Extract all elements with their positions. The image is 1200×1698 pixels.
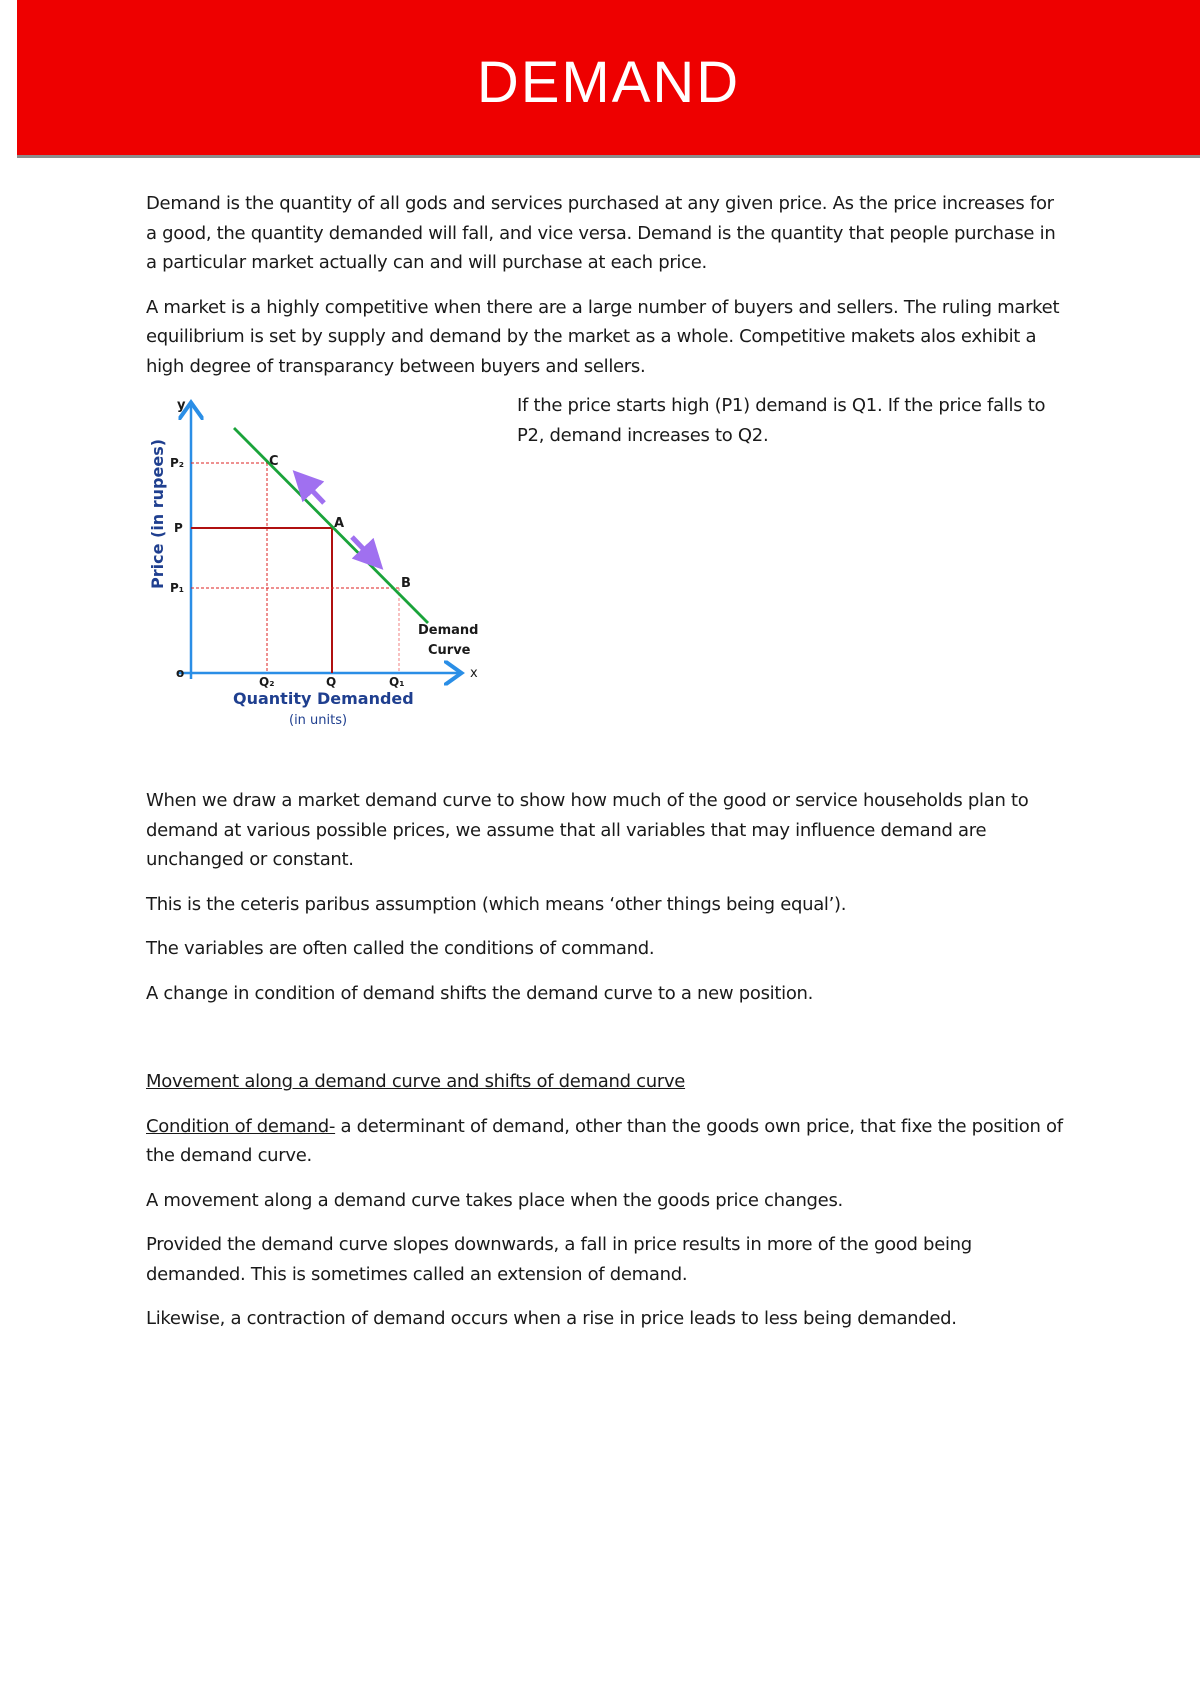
y-axis-letter: y xyxy=(177,398,186,413)
definition-condition-of-demand: a determinant of demand, other than the goods own price, that fixe the position of the demand curve. xyxy=(146,1115,1063,1166)
quantity-label-q2: Q₂ xyxy=(259,675,275,689)
paragraph-conditions: The variables are often called the conditions of command. xyxy=(146,938,655,959)
paragraph-movement: A movement along a demand curve takes place when the goods price changes. xyxy=(146,1189,843,1211)
point-label-a: A xyxy=(334,516,345,531)
demand-curve-svg xyxy=(146,391,516,746)
price-label-p: P xyxy=(174,521,183,535)
term-condition-of-demand: Condition of demand- xyxy=(146,1115,336,1137)
figure-caption-text xyxy=(517,391,1057,465)
quantity-label-q1: Q₁ xyxy=(389,675,405,689)
paragraph-demand-definition: Demand is the quantity of all gods and services purchased at any given price. As the price increases for a good, the quantity demanded will fall, and vice versa. Demand is the quantity that people purchase in a particular market actually can and will purchase at each price. xyxy=(146,193,1056,273)
paragraph-contraction: Likewise, a contraction of demand occurs when a rise in price leads to less being demanded. xyxy=(146,1308,957,1329)
curve-label-line-1: Demand xyxy=(418,623,479,638)
paragraph-ceteris-paribus: This is the ceteris paribus assumption (which means ‘other things being equal’). xyxy=(146,893,847,915)
page-title: DEMAND xyxy=(476,50,741,115)
section-heading: Movement along a demand curve and shifts of demand curve xyxy=(146,1071,686,1092)
demand-curve-diagram xyxy=(146,391,516,746)
paragraph-market-demand-curve: When we draw a market demand curve to show how much of the good or service households plan to demand at various possible prices, we assume that all variables that may influence demand are unchanged or constant. xyxy=(146,790,1029,870)
origin-label: o xyxy=(176,666,185,680)
curve-label-line-2: Curve xyxy=(428,643,471,658)
paragraph-shift: A change in condition of demand shifts the demand curve to a new position. xyxy=(146,982,814,1004)
title-banner xyxy=(17,0,1200,158)
paragraph-price-explanation: If the price starts high (P1) demand is Q1. If the price falls to P2, demand increases to Q2. xyxy=(517,395,1046,446)
price-label-p2: P₂ xyxy=(170,456,185,470)
document-body xyxy=(146,189,1066,1349)
x-axis-title: Quantity Demanded xyxy=(233,689,414,708)
quantity-label-q: Q xyxy=(326,675,337,689)
paragraph-condition-of-demand xyxy=(146,1112,1066,1171)
price-label-p1: P₁ xyxy=(170,581,185,595)
x-axis-unit: (in units) xyxy=(289,713,348,728)
point-label-c: C xyxy=(269,454,279,469)
spacer xyxy=(146,1023,1066,1067)
x-axis-letter: x xyxy=(470,666,478,681)
y-axis-title: Price (in rupees) xyxy=(148,438,167,589)
point-label-b: B xyxy=(401,576,411,591)
paragraph-extension: Provided the demand curve slopes downwards, a fall in price results in more of the good being demanded. This is sometimes called an extension of demand. xyxy=(146,1234,972,1285)
figure-row xyxy=(146,391,1066,786)
paragraph-competitive-market: A market is a highly competitive when there are a large number of buyers and sellers. The ruling market equilibrium is set by supply and demand by the market as a whole. Competitive makets alos exhibit a high degree of transparancy between buyers and sellers. xyxy=(146,296,1060,377)
